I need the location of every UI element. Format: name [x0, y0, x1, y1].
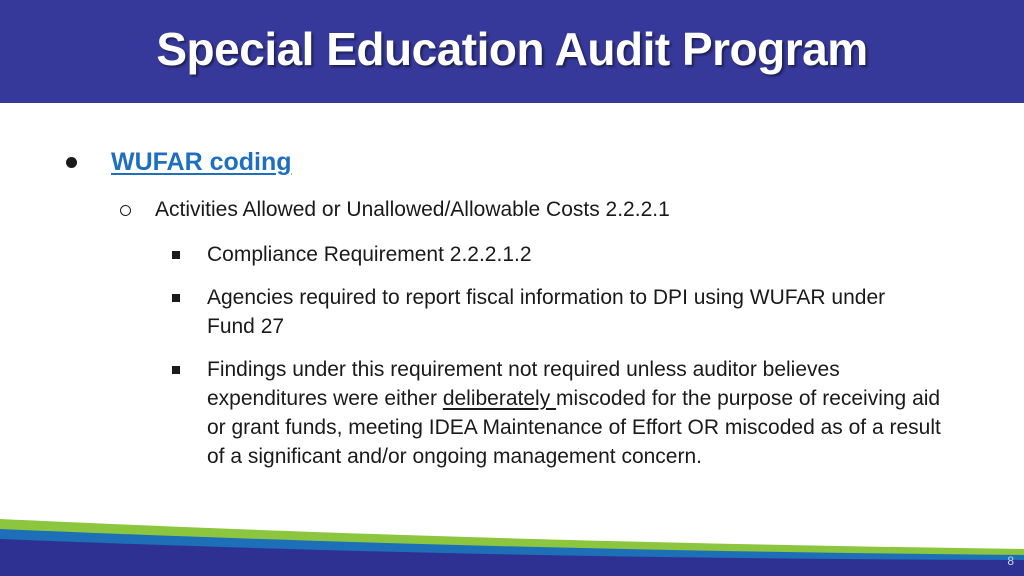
level3-text	[207, 355, 952, 471]
page-number: 8	[1007, 554, 1014, 568]
footer-wave-graphic	[0, 505, 1024, 576]
bullet-level1	[60, 148, 292, 177]
bullet-level3-item	[172, 240, 947, 269]
bullet-circle-icon	[120, 205, 131, 216]
bullet-square-icon	[172, 251, 180, 259]
level2-text: Activities Allowed or Unallowed/Allowable Costs 2.2.2.1	[155, 198, 670, 221]
emphasis-deliberately: deliberately	[442, 387, 557, 410]
slide-title: Special Education Audit Program	[156, 22, 868, 75]
level3-text: Agencies required to report fiscal information to DPI using WUFAR under Fund 27	[207, 286, 886, 338]
bullet-dot-icon	[66, 157, 77, 168]
bullet-level3-item	[172, 355, 952, 471]
level3-text: Compliance Requirement 2.2.2.1.2	[207, 243, 532, 266]
bullet-level2	[120, 198, 670, 222]
bullet-square-icon	[172, 294, 180, 302]
bullet-level3-item	[172, 283, 937, 341]
bullet-square-icon	[172, 366, 180, 374]
findings-text-start: Findings under this requirement not required unless auditor believes expenditures were either	[207, 358, 840, 410]
wufar-coding-link[interactable]: WUFAR coding	[111, 148, 292, 176]
findings-text-end: miscoded for the purpose of receiving aid or grant funds, meeting IDEA Maintenance of Effort OR miscoded as of a result of a significant and/or ongoing management concern.	[207, 387, 941, 468]
